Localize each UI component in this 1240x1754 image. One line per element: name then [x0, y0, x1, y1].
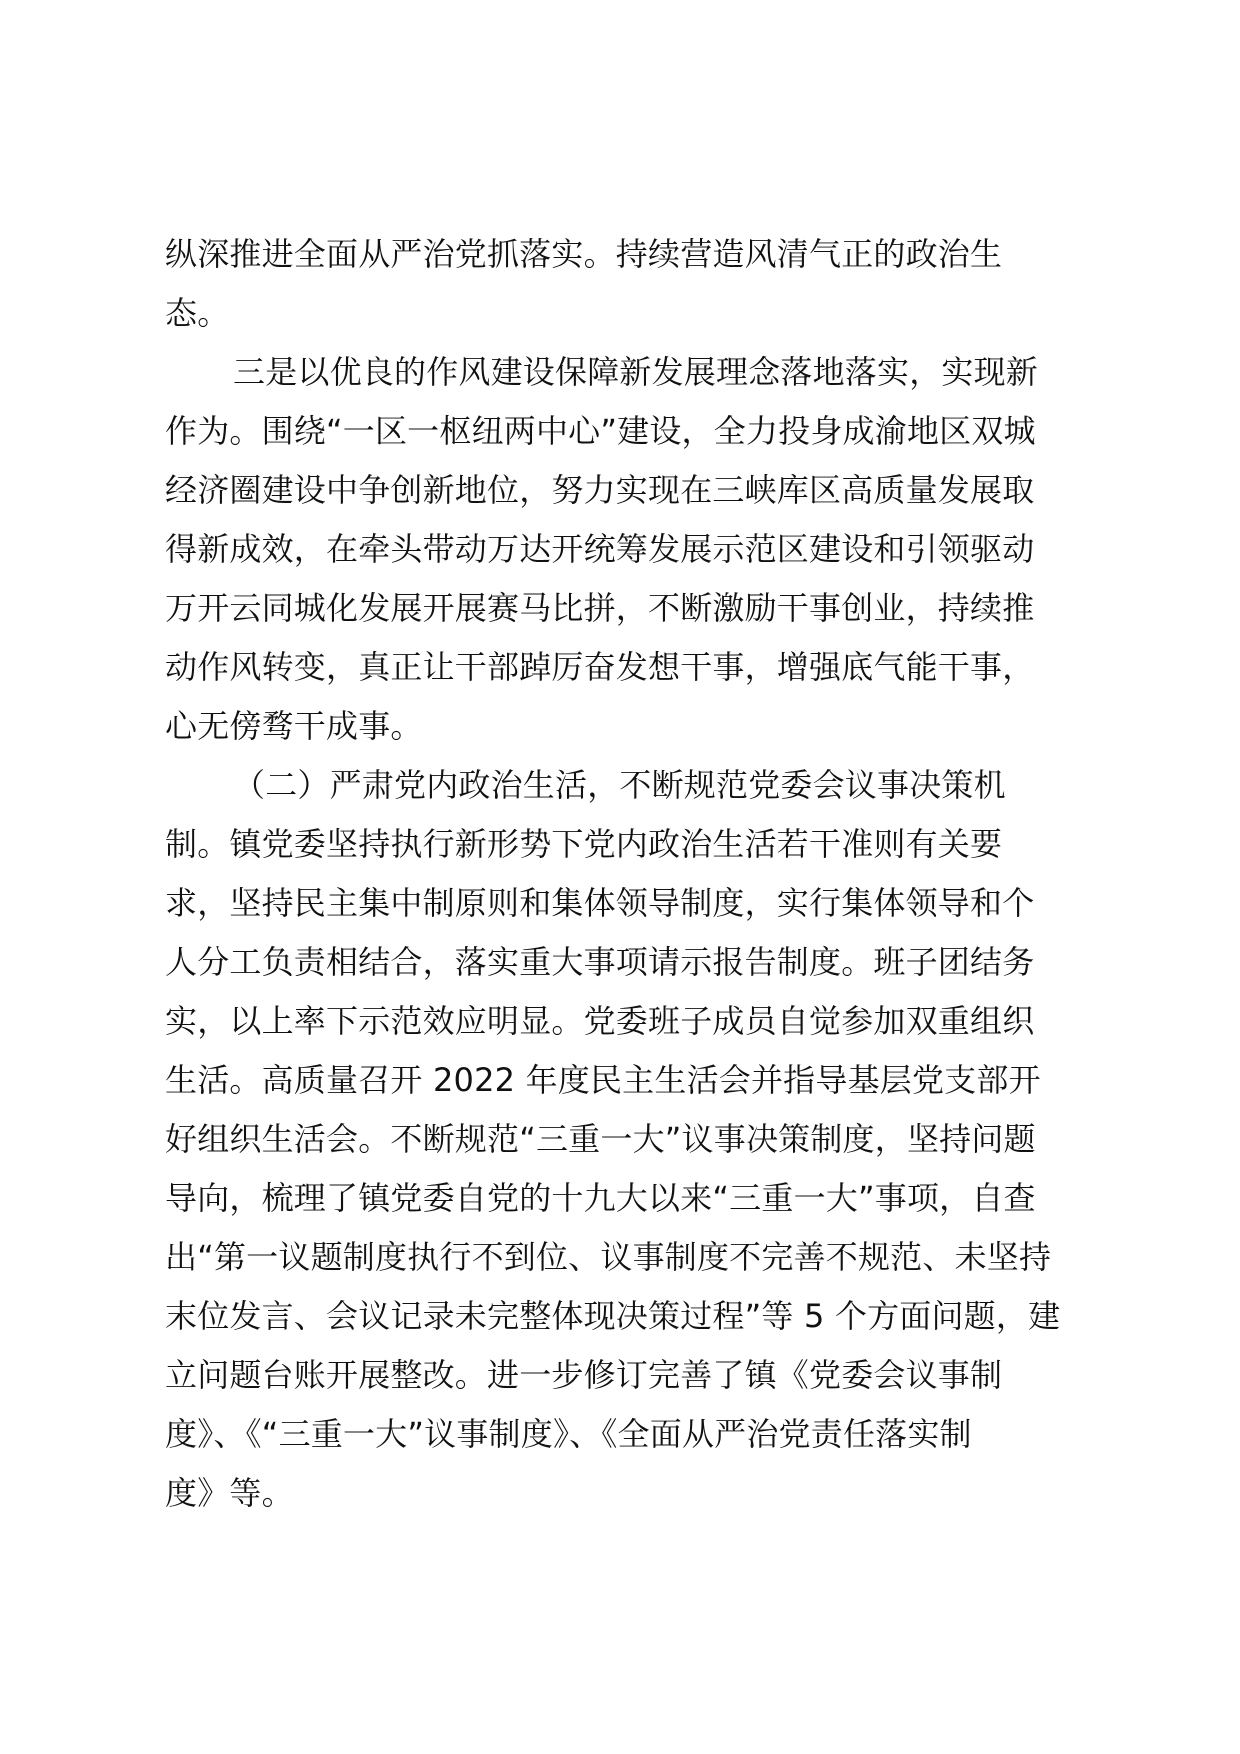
- text-line: 制。镇党委坚持执行新形势下党内政治生活若干准则有关要: [165, 825, 1003, 863]
- text-line: 导向，梳理了镇党委自党的十九大以来“三重一大”事项，自查: [165, 1179, 1036, 1217]
- text-line: 末位发言、会议记录未完整体现决策过程”等 5 个方面问题，建: [165, 1297, 1061, 1335]
- text-line: 出“第一议题制度执行不到位、议事制度不完善不规范、未坚持: [165, 1238, 1052, 1276]
- text-line: 心无傍骛干成事。: [165, 707, 423, 745]
- text-line: 实，以上率下示范效应明显。党委班子成员自觉参加双重组织: [165, 1002, 1035, 1040]
- text-line: 得新成效，在牵头带动万达开统筹发展示范区建设和引领驱动: [165, 530, 1035, 568]
- text-line: 好组织生活会。不断规范“三重一大”议事决策制度，坚持问题: [165, 1120, 1036, 1158]
- text-line: 作为。围绕“一区一枢纽两中心”建设，全力投身成渝地区双城: [165, 412, 1036, 450]
- text-line: 动作风转变，真正让干部踔厉奋发想干事，增强底气能干事，: [165, 648, 1035, 686]
- text-line: 三是以优良的作风建设保障新发展理念落地落实，实现新: [233, 353, 1039, 391]
- document-body: [165, 225, 1085, 1523]
- text-line: 度》等。: [165, 1474, 294, 1512]
- text-line: 度》、《“三重一大”议事制度》、《全面从严治党责任落实制: [165, 1415, 972, 1453]
- text-line: （二）严肃党内政治生活，不断规范党委会议事决策机: [233, 766, 1006, 804]
- text-line: 求，坚持民主集中制原则和集体领导制度，实行集体领导和个: [165, 884, 1035, 922]
- text-line: 万开云同城化发展开展赛马比拼，不断激励干事创业，持续推: [165, 589, 1035, 627]
- text-line: 生活。高质量召开 2022 年度民主生活会并指导基层党支部开: [165, 1061, 1041, 1099]
- text-line: 态。: [165, 294, 230, 332]
- text-line: 纵深推进全面从严治党抓落实。持续营造风清气正的政治生: [165, 235, 1003, 273]
- text-line: 立问题台账开展整改。进一步修订完善了镇《党委会议事制: [165, 1356, 1003, 1394]
- text-line: 人分工负责相结合，落实重大事项请示报告制度。班子团结务: [165, 943, 1035, 981]
- text-line: 经济圈建设中争创新地位，努力实现在三峡库区高质量发展取: [165, 471, 1035, 509]
